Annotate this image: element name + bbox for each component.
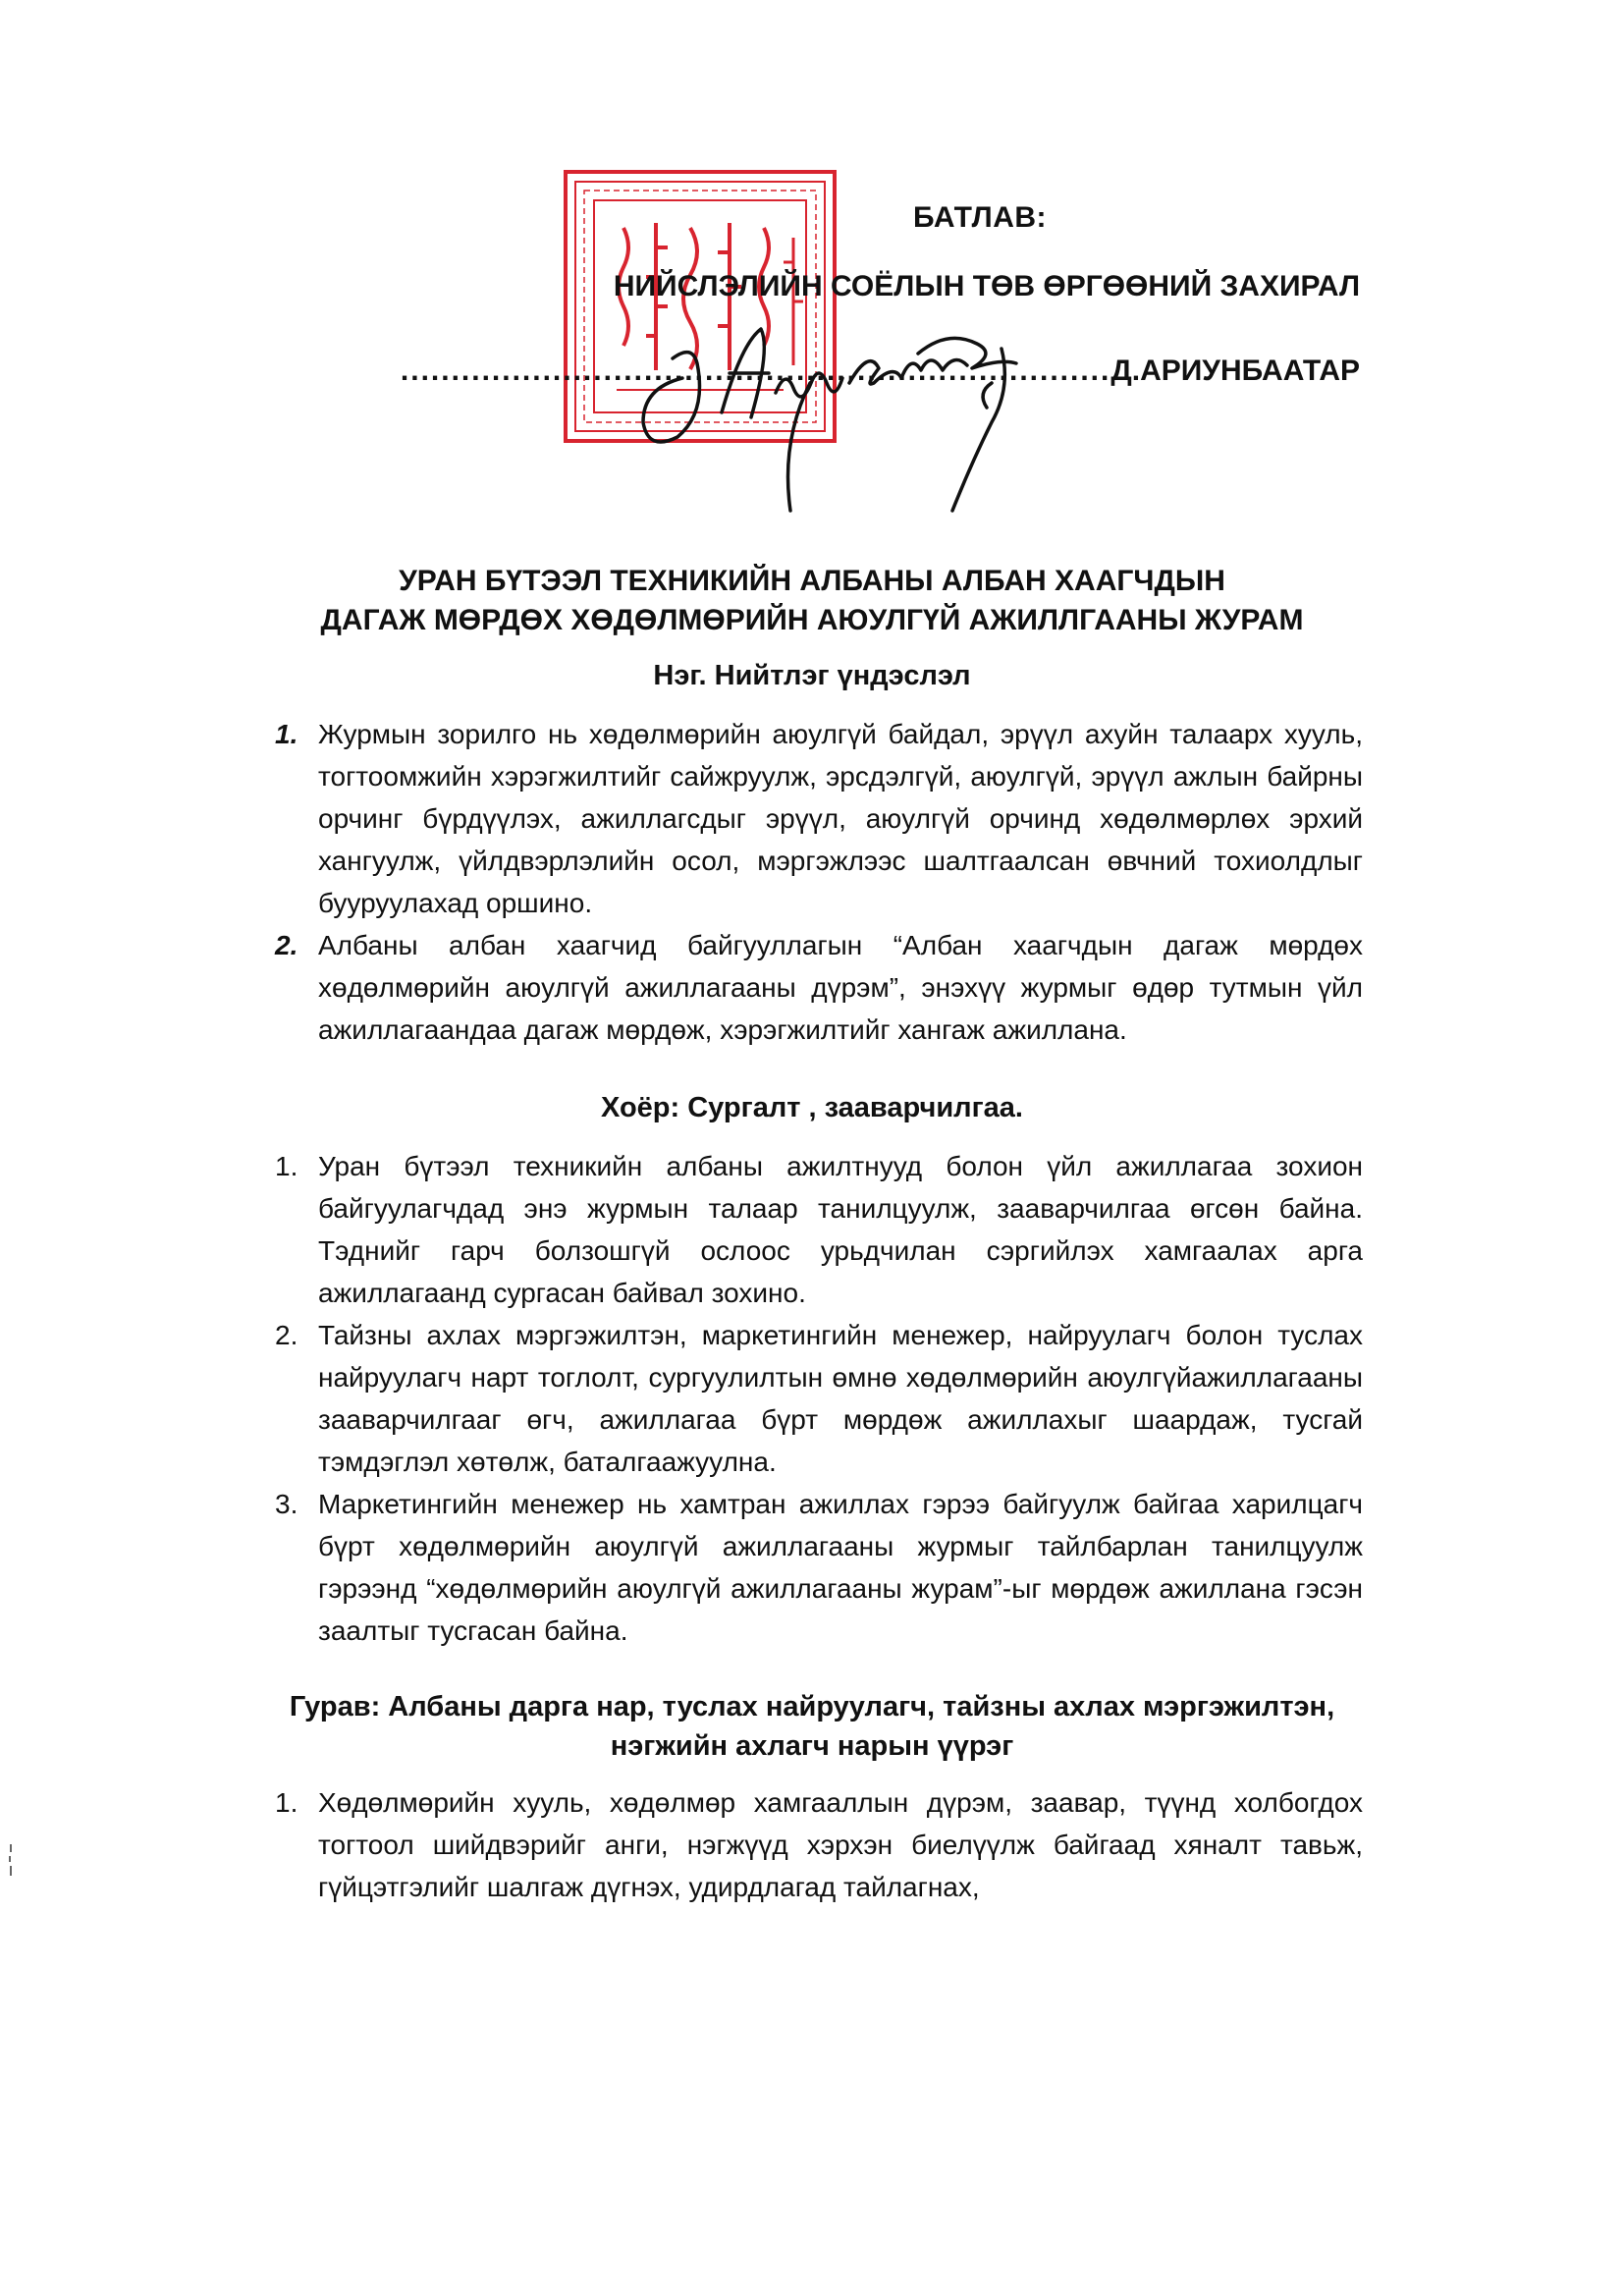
document-title-line1: УРАН БҮТЭЭЛ ТЕХНИКИЙН АЛБАНЫ АЛБАН ХААГЧДЫН	[399, 565, 1225, 597]
item-text: Уран бүтээл техникийн албаны ажилтнууд болон үйл ажиллагаа зохион байгуулагчдад энэ журмын талаар танилцуулж, зааварчилгаа өгсөн байна. Тэднийг гарч болзошгүй ослоос урьдчилан сэргийлэх хамгаалах арга ажиллагаанд сургасан байвал зохино.	[318, 1151, 1363, 1308]
section-3-list	[263, 1781, 1363, 1908]
list-item	[263, 1781, 1363, 1908]
approver-position: НИЙСЛЭЛИЙН СОЁЛЫН ТӨВ ӨРГӨӨНИЙ ЗАХИРАЛ	[613, 270, 1360, 302]
list-item	[263, 713, 1363, 924]
handwritten-signature	[614, 314, 1075, 520]
list-item	[263, 1314, 1363, 1483]
item-number: 1.	[275, 1151, 298, 1181]
section-heading-3-line1: Гурав: Албаны дарга нар, туслах найруулагч, тайзны ахлах мэргэжилтэн,	[289, 1691, 1335, 1722]
item-text: Албаны албан хаагчид байгууллагын “Албан хаагчдын дагаж мөрдөх хөдөлмөрийн аюулгүй ажиллагааны дүрэм”, энэхүү журмыг өдөр тутмын үйл ажиллагаандаа дагаж мөрдөж, хэрэгжилтийг хангаж ажиллана.	[318, 930, 1363, 1045]
section-heading-3	[0, 1687, 1624, 1766]
item-text: Маркетингийн менежер нь хамтран ажиллах гэрээ байгуулж байгаа харилцагч бүрт хөдөлмөрийн аюулгүй ажиллагааны журмыг тайлбарлан танилцуулж гэрээнд “хөдөлмөрийн аюулгүй ажиллагааны журам”-ыг мөрдөж ажиллана гэсэн заалтыг тусгасан байна.	[318, 1489, 1363, 1646]
approver-name: Д.АРИУНБААТАР	[1110, 355, 1360, 387]
document-title	[0, 562, 1624, 640]
section-heading-2: Хоёр: Сургалт , зааварчилгаа.	[601, 1092, 1023, 1123]
item-number: 1.	[275, 1787, 298, 1818]
signature-dots: ......................................................................	[400, 355, 1111, 387]
document-title-line2: ДАГАЖ МӨРДӨХ ХӨДӨЛМӨРИЙН АЮУЛГҮЙ АЖИЛЛГААНЫ ЖУРАМ	[320, 604, 1304, 636]
approve-title: БАТЛАВ:	[913, 201, 1048, 234]
list-item	[263, 1483, 1363, 1652]
item-text: Журмын зорилго нь хөдөлмөрийн аюулгүй байдал, эрүүл ахуйн талаарх хууль, тогтоомжийн хэрэгжилтийг сайжруулж, эрсдэлгүй, аюулгүй, эрүүл ажлын байрны орчинг бүрдүүлэх, ажиллагсдыг эрүүл, аюулгүй орчинд хөдөлмөрлөх эрхий хангуулж, үйлдвэрлэлийн осол, мэргэжлээс шалтгаалсан өвчний тохиолдлыг бууруулахад оршино.	[318, 719, 1363, 918]
item-number: 2.	[275, 1320, 298, 1350]
list-item	[263, 1145, 1363, 1314]
section-heading-1: Нэг. Нийтлэг үндэслэл	[653, 660, 971, 691]
scan-mark	[8, 1844, 14, 1880]
section-2-list	[263, 1145, 1363, 1652]
list-item	[263, 924, 1363, 1051]
item-number: 2.	[275, 930, 298, 960]
item-number: 1.	[275, 719, 298, 749]
item-text: Хөдөлмөрийн хууль, хөдөлмөр хамгааллын дүрэм, заавар, түүнд холбогдох тогтоол шийдвэрийг анги, нэгжүүд хэрхэн биелүүлж байгаад хяналт тавьж, гүйцэтгэлийг шалгаж дүгнэх, удирдлагад тайлагнах,	[318, 1787, 1363, 1902]
item-text: Тайзны ахлах мэргэжилтэн, маркетингийн менежер, найруулагч болон туслах найруулагч нарт тоглолт, сургуулилтын өмнө хөдөлмөрийн аюулгүйажиллагааны зааварчилгааг өгч, ажиллагаа бүрт мөрдөж ажиллахыг шаардаж, тусгай тэмдэглэл хөтөлж, баталгаажуулна.	[318, 1320, 1363, 1477]
section-1-list	[263, 713, 1363, 1051]
item-number: 3.	[275, 1489, 298, 1519]
section-heading-3-line2: нэгжийн ахлагч нарын үүрэг	[610, 1730, 1014, 1762]
